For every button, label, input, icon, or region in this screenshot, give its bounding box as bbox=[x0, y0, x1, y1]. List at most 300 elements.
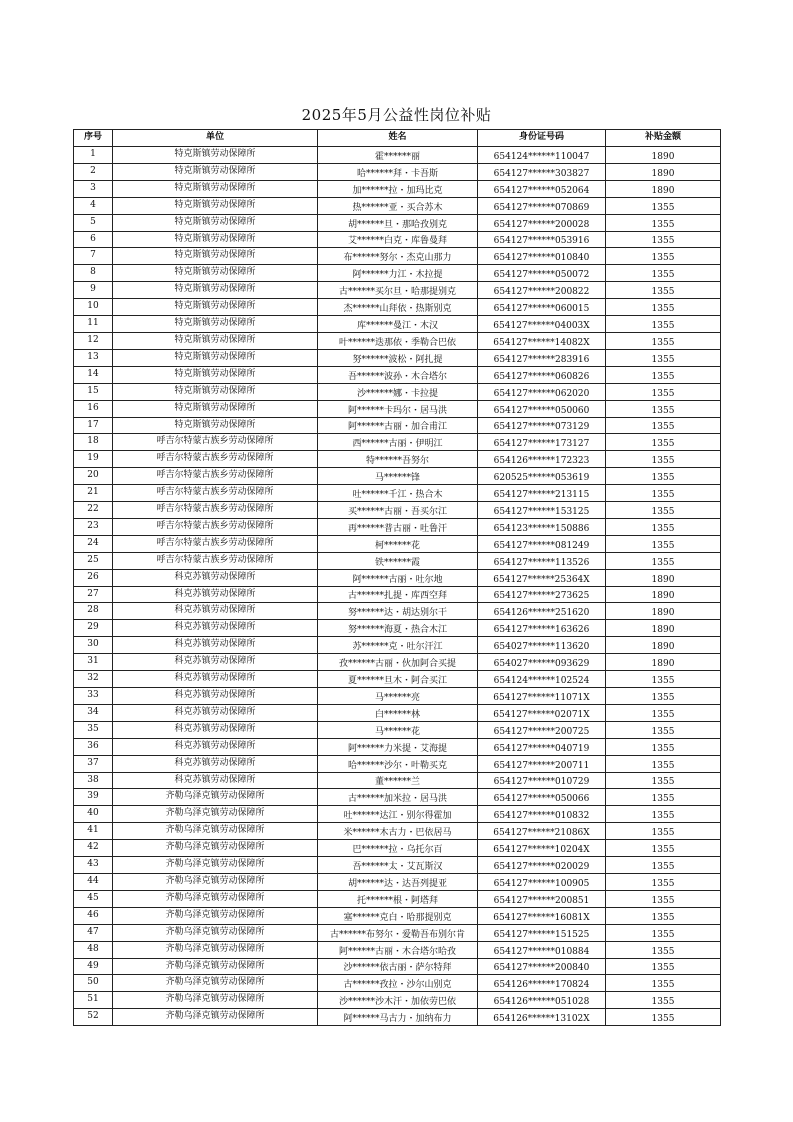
row-id-number: 654127******273625 bbox=[478, 586, 606, 603]
row-name: 古******布努尔・爱勒吾布别尔肯 bbox=[318, 924, 478, 941]
row-amount: 1355 bbox=[606, 873, 721, 890]
row-id-number: 654127******200851 bbox=[478, 890, 606, 907]
row-name: 哈******沙尔・叶勒买克 bbox=[318, 755, 478, 772]
table-row bbox=[74, 502, 721, 519]
row-index: 11 bbox=[74, 316, 113, 333]
table-row bbox=[74, 485, 721, 502]
row-id-number: 654127******040719 bbox=[478, 738, 606, 755]
row-name: 马******锋 bbox=[318, 468, 478, 485]
row-index: 6 bbox=[74, 231, 113, 248]
row-index: 40 bbox=[74, 806, 113, 823]
row-amount: 1355 bbox=[606, 332, 721, 349]
row-unit: 科克苏镇劳动保障所 bbox=[113, 654, 318, 671]
table-row bbox=[74, 924, 721, 941]
row-unit: 齐勒乌泽克镇劳动保障所 bbox=[113, 924, 318, 941]
row-name: 杰******山拜依・热斯别克 bbox=[318, 299, 478, 316]
table-row bbox=[74, 147, 721, 164]
table-row bbox=[74, 299, 721, 316]
row-name: 加******拉・加玛比克 bbox=[318, 180, 478, 197]
row-amount: 1355 bbox=[606, 366, 721, 383]
table-row bbox=[74, 992, 721, 1009]
row-amount: 1355 bbox=[606, 552, 721, 569]
row-index: 7 bbox=[74, 248, 113, 265]
row-id-number: 654126******251620 bbox=[478, 603, 606, 620]
row-unit: 齐勒乌泽克镇劳动保障所 bbox=[113, 840, 318, 857]
row-unit: 特克斯镇劳动保障所 bbox=[113, 231, 318, 248]
row-unit: 科克苏镇劳动保障所 bbox=[113, 688, 318, 705]
row-id-number: 654127******200840 bbox=[478, 958, 606, 975]
row-unit: 科克苏镇劳动保障所 bbox=[113, 772, 318, 789]
header-unit: 单位 bbox=[113, 130, 318, 147]
row-amount: 1355 bbox=[606, 958, 721, 975]
table-row bbox=[74, 772, 721, 789]
row-name: 阿******卡玛尔・居马洪 bbox=[318, 400, 478, 417]
table-row bbox=[74, 688, 721, 705]
row-name: 古******孜拉・沙尔山别克 bbox=[318, 975, 478, 992]
row-name: 吾******波孙・木合塔尔 bbox=[318, 366, 478, 383]
row-index: 12 bbox=[74, 332, 113, 349]
table-row bbox=[74, 586, 721, 603]
row-unit: 呼吉尔特蒙古族乡劳动保障所 bbox=[113, 518, 318, 535]
row-name: 米******木古力・巴依居马 bbox=[318, 823, 478, 840]
row-unit: 科克苏镇劳动保障所 bbox=[113, 755, 318, 772]
row-id-number: 654127******25364X bbox=[478, 569, 606, 586]
row-id-number: 654127******10204X bbox=[478, 840, 606, 857]
row-name: 阿******古丽・木合塔尔哈孜 bbox=[318, 941, 478, 958]
row-amount: 1355 bbox=[606, 468, 721, 485]
row-amount: 1355 bbox=[606, 485, 721, 502]
row-id-number: 654127******11071X bbox=[478, 688, 606, 705]
row-name: 古******扎提・库西空拜 bbox=[318, 586, 478, 603]
row-name: 古******买尔旦・哈那提别克 bbox=[318, 282, 478, 299]
row-name: 吐******千江・热合木 bbox=[318, 485, 478, 502]
row-index: 15 bbox=[74, 383, 113, 400]
table-row bbox=[74, 569, 721, 586]
row-amount: 1355 bbox=[606, 823, 721, 840]
row-id-number: 654127******062020 bbox=[478, 383, 606, 400]
row-id-number: 654127******200822 bbox=[478, 282, 606, 299]
row-id-number: 654127******173127 bbox=[478, 434, 606, 451]
table-row bbox=[74, 282, 721, 299]
row-amount: 1355 bbox=[606, 806, 721, 823]
table-row bbox=[74, 958, 721, 975]
row-index: 26 bbox=[74, 569, 113, 586]
row-index: 31 bbox=[74, 654, 113, 671]
row-id-number: 654127******213115 bbox=[478, 485, 606, 502]
row-id-number: 654027******113620 bbox=[478, 637, 606, 654]
row-name: 买******古丽・吾买尔江 bbox=[318, 502, 478, 519]
table-row bbox=[74, 349, 721, 366]
row-index: 33 bbox=[74, 688, 113, 705]
row-name: 铁******霞 bbox=[318, 552, 478, 569]
row-amount: 1355 bbox=[606, 890, 721, 907]
row-amount: 1355 bbox=[606, 688, 721, 705]
table-row bbox=[74, 603, 721, 620]
row-id-number: 654127******050066 bbox=[478, 789, 606, 806]
row-unit: 齐勒乌泽克镇劳动保障所 bbox=[113, 890, 318, 907]
row-index: 16 bbox=[74, 400, 113, 417]
row-id-number: 654127******113526 bbox=[478, 552, 606, 569]
row-amount: 1355 bbox=[606, 721, 721, 738]
row-unit: 齐勒乌泽克镇劳动保障所 bbox=[113, 992, 318, 1009]
table-row bbox=[74, 552, 721, 569]
row-name: 托******根・阿塔拜 bbox=[318, 890, 478, 907]
row-id-number: 654127******050060 bbox=[478, 400, 606, 417]
table-row bbox=[74, 231, 721, 248]
row-amount: 1355 bbox=[606, 975, 721, 992]
row-unit: 特克斯镇劳动保障所 bbox=[113, 163, 318, 180]
row-index: 47 bbox=[74, 924, 113, 941]
row-index: 28 bbox=[74, 603, 113, 620]
row-name: 巴******拉・乌托尔百 bbox=[318, 840, 478, 857]
row-id-number: 654127******163626 bbox=[478, 620, 606, 637]
row-name: 马******亮 bbox=[318, 688, 478, 705]
row-name: 阿******力江・木拉提 bbox=[318, 265, 478, 282]
row-unit: 特克斯镇劳动保障所 bbox=[113, 248, 318, 265]
table-row bbox=[74, 417, 721, 434]
row-unit: 呼吉尔特蒙古族乡劳动保障所 bbox=[113, 535, 318, 552]
row-name: 董******兰 bbox=[318, 772, 478, 789]
row-name: 再******普古丽・吐鲁汗 bbox=[318, 518, 478, 535]
table-row bbox=[74, 400, 721, 417]
table-row bbox=[74, 434, 721, 451]
table-row bbox=[74, 738, 721, 755]
row-index: 41 bbox=[74, 823, 113, 840]
table-row bbox=[74, 451, 721, 468]
row-unit: 特克斯镇劳动保障所 bbox=[113, 417, 318, 434]
row-amount: 1355 bbox=[606, 434, 721, 451]
row-unit: 特克斯镇劳动保障所 bbox=[113, 214, 318, 231]
row-id-number: 654127******14082X bbox=[478, 332, 606, 349]
row-id-number: 654123******150886 bbox=[478, 518, 606, 535]
row-name: 塞******克白・哈那提别克 bbox=[318, 907, 478, 924]
row-index: 42 bbox=[74, 840, 113, 857]
table-row bbox=[74, 637, 721, 654]
row-id-number: 620525******053619 bbox=[478, 468, 606, 485]
row-amount: 1355 bbox=[606, 857, 721, 874]
row-index: 35 bbox=[74, 721, 113, 738]
table-row bbox=[74, 214, 721, 231]
table-row bbox=[74, 654, 721, 671]
row-unit: 科克苏镇劳动保障所 bbox=[113, 620, 318, 637]
row-amount: 1355 bbox=[606, 840, 721, 857]
row-unit: 齐勒乌泽克镇劳动保障所 bbox=[113, 857, 318, 874]
table-header-row bbox=[74, 130, 721, 147]
row-amount: 1355 bbox=[606, 704, 721, 721]
row-unit: 齐勒乌泽克镇劳动保障所 bbox=[113, 823, 318, 840]
row-unit: 特克斯镇劳动保障所 bbox=[113, 332, 318, 349]
row-name: 胡******旦・那哈孜别克 bbox=[318, 214, 478, 231]
row-unit: 特克斯镇劳动保障所 bbox=[113, 265, 318, 282]
row-id-number: 654127******070869 bbox=[478, 197, 606, 214]
row-amount: 1890 bbox=[606, 620, 721, 637]
row-index: 1 bbox=[74, 147, 113, 164]
row-index: 32 bbox=[74, 671, 113, 688]
row-amount: 1890 bbox=[606, 180, 721, 197]
row-name: 库******曼江・木汉 bbox=[318, 316, 478, 333]
row-index: 5 bbox=[74, 214, 113, 231]
row-amount: 1355 bbox=[606, 214, 721, 231]
row-unit: 齐勒乌泽克镇劳动保障所 bbox=[113, 907, 318, 924]
row-name: 沙******沙木汗・加依劳巴依 bbox=[318, 992, 478, 1009]
row-name: 西******古丽・伊明江 bbox=[318, 434, 478, 451]
row-name: 吾******太・艾瓦斯汉 bbox=[318, 857, 478, 874]
row-index: 46 bbox=[74, 907, 113, 924]
table-row bbox=[74, 857, 721, 874]
table-row bbox=[74, 823, 721, 840]
row-index: 29 bbox=[74, 620, 113, 637]
row-unit: 齐勒乌泽克镇劳动保障所 bbox=[113, 975, 318, 992]
row-id-number: 654127******151525 bbox=[478, 924, 606, 941]
row-unit: 特克斯镇劳动保障所 bbox=[113, 299, 318, 316]
row-amount: 1355 bbox=[606, 282, 721, 299]
row-name: 夏******旦木・阿合买江 bbox=[318, 671, 478, 688]
table-row bbox=[74, 704, 721, 721]
row-amount: 1355 bbox=[606, 755, 721, 772]
row-name: 努******达・胡达别尔干 bbox=[318, 603, 478, 620]
table-row bbox=[74, 197, 721, 214]
row-unit: 呼吉尔特蒙古族乡劳动保障所 bbox=[113, 451, 318, 468]
row-index: 13 bbox=[74, 349, 113, 366]
row-unit: 科克苏镇劳动保障所 bbox=[113, 569, 318, 586]
table-row bbox=[74, 248, 721, 265]
table-row bbox=[74, 941, 721, 958]
table-row bbox=[74, 890, 721, 907]
row-unit: 科克苏镇劳动保障所 bbox=[113, 671, 318, 688]
row-index: 51 bbox=[74, 992, 113, 1009]
row-amount: 1355 bbox=[606, 502, 721, 519]
row-id-number: 654127******060015 bbox=[478, 299, 606, 316]
row-unit: 特克斯镇劳动保障所 bbox=[113, 366, 318, 383]
row-unit: 呼吉尔特蒙古族乡劳动保障所 bbox=[113, 552, 318, 569]
row-index: 22 bbox=[74, 502, 113, 519]
table-row bbox=[74, 755, 721, 772]
row-name: 叶******迭那依・季勒合巴依 bbox=[318, 332, 478, 349]
row-unit: 特克斯镇劳动保障所 bbox=[113, 147, 318, 164]
table-row bbox=[74, 383, 721, 400]
row-id-number: 654127******04003X bbox=[478, 316, 606, 333]
row-amount: 1355 bbox=[606, 738, 721, 755]
row-amount: 1355 bbox=[606, 535, 721, 552]
row-name: 苏******克・吐尔汗江 bbox=[318, 637, 478, 654]
row-unit: 特克斯镇劳动保障所 bbox=[113, 400, 318, 417]
header-name: 姓名 bbox=[318, 130, 478, 147]
row-amount: 1890 bbox=[606, 603, 721, 620]
row-unit: 科克苏镇劳动保障所 bbox=[113, 704, 318, 721]
row-index: 9 bbox=[74, 282, 113, 299]
row-name: 艾******白克・库鲁曼拜 bbox=[318, 231, 478, 248]
row-amount: 1355 bbox=[606, 197, 721, 214]
row-amount: 1355 bbox=[606, 518, 721, 535]
row-unit: 特克斯镇劳动保障所 bbox=[113, 349, 318, 366]
row-index: 14 bbox=[74, 366, 113, 383]
row-name: 特******吾努尔 bbox=[318, 451, 478, 468]
row-amount: 1355 bbox=[606, 1009, 721, 1026]
row-index: 8 bbox=[74, 265, 113, 282]
row-index: 2 bbox=[74, 163, 113, 180]
row-id-number: 654127******200028 bbox=[478, 214, 606, 231]
table-row bbox=[74, 332, 721, 349]
table-row bbox=[74, 806, 721, 823]
row-index: 44 bbox=[74, 873, 113, 890]
row-unit: 科克苏镇劳动保障所 bbox=[113, 637, 318, 654]
row-unit: 科克苏镇劳动保障所 bbox=[113, 603, 318, 620]
row-id-number: 654127******100905 bbox=[478, 873, 606, 890]
row-id-number: 654127******200711 bbox=[478, 755, 606, 772]
table-row bbox=[74, 316, 721, 333]
document-title: 2025年5月公益性岗位补贴 bbox=[301, 106, 492, 124]
row-amount: 1355 bbox=[606, 383, 721, 400]
row-amount: 1890 bbox=[606, 569, 721, 586]
row-index: 39 bbox=[74, 789, 113, 806]
row-index: 52 bbox=[74, 1009, 113, 1026]
table-row bbox=[74, 721, 721, 738]
row-name: 胡******达・达吾列提亚 bbox=[318, 873, 478, 890]
row-amount: 1890 bbox=[606, 147, 721, 164]
row-name: 布******努尔・杰克山那力 bbox=[318, 248, 478, 265]
row-id-number: 654127******050072 bbox=[478, 265, 606, 282]
row-unit: 呼吉尔特蒙古族乡劳动保障所 bbox=[113, 502, 318, 519]
row-id-number: 654027******093629 bbox=[478, 654, 606, 671]
table-row bbox=[74, 518, 721, 535]
row-unit: 特克斯镇劳动保障所 bbox=[113, 180, 318, 197]
row-name: 哈******拜・卡吾斯 bbox=[318, 163, 478, 180]
header-id-number: 身份证号码 bbox=[478, 130, 606, 147]
row-name: 沙******娜・卡拉提 bbox=[318, 383, 478, 400]
row-amount: 1355 bbox=[606, 924, 721, 941]
subsidy-table bbox=[73, 129, 721, 1026]
table-row bbox=[74, 535, 721, 552]
row-id-number: 654126******172323 bbox=[478, 451, 606, 468]
row-name: 柯******花 bbox=[318, 535, 478, 552]
header-index: 序号 bbox=[74, 130, 113, 147]
row-amount: 1355 bbox=[606, 451, 721, 468]
row-index: 19 bbox=[74, 451, 113, 468]
row-id-number: 654127******21086X bbox=[478, 823, 606, 840]
row-amount: 1355 bbox=[606, 248, 721, 265]
row-amount: 1355 bbox=[606, 265, 721, 282]
row-amount: 1355 bbox=[606, 400, 721, 417]
row-name: 古******加米拉・居马洪 bbox=[318, 789, 478, 806]
row-index: 34 bbox=[74, 704, 113, 721]
row-name: 努******波松・阿扎提 bbox=[318, 349, 478, 366]
row-unit: 齐勒乌泽克镇劳动保障所 bbox=[113, 1009, 318, 1026]
row-id-number: 654127******010884 bbox=[478, 941, 606, 958]
row-name: 霍******丽 bbox=[318, 147, 478, 164]
row-name: 马******花 bbox=[318, 721, 478, 738]
row-index: 10 bbox=[74, 299, 113, 316]
row-index: 50 bbox=[74, 975, 113, 992]
row-id-number: 654127******02071X bbox=[478, 704, 606, 721]
table-row bbox=[74, 907, 721, 924]
row-id-number: 654127******052064 bbox=[478, 180, 606, 197]
row-name: 阿******马古力・加纳布力 bbox=[318, 1009, 478, 1026]
row-id-number: 654127******053916 bbox=[478, 231, 606, 248]
row-name: 白******林 bbox=[318, 704, 478, 721]
row-unit: 科克苏镇劳动保障所 bbox=[113, 738, 318, 755]
row-id-number: 654127******283916 bbox=[478, 349, 606, 366]
table-row bbox=[74, 873, 721, 890]
row-id-number: 654127******020029 bbox=[478, 857, 606, 874]
row-index: 17 bbox=[74, 417, 113, 434]
row-index: 43 bbox=[74, 857, 113, 874]
row-index: 25 bbox=[74, 552, 113, 569]
row-name: 阿******力米提・艾海提 bbox=[318, 738, 478, 755]
table-row bbox=[74, 975, 721, 992]
table-row bbox=[74, 789, 721, 806]
row-index: 21 bbox=[74, 485, 113, 502]
row-id-number: 654127******010832 bbox=[478, 806, 606, 823]
row-name: 阿******古丽・吐尔地 bbox=[318, 569, 478, 586]
table-row bbox=[74, 265, 721, 282]
table-row bbox=[74, 468, 721, 485]
row-index: 38 bbox=[74, 772, 113, 789]
row-index: 23 bbox=[74, 518, 113, 535]
row-amount: 1890 bbox=[606, 637, 721, 654]
row-unit: 科克苏镇劳动保障所 bbox=[113, 721, 318, 738]
row-amount: 1355 bbox=[606, 671, 721, 688]
row-amount: 1890 bbox=[606, 163, 721, 180]
row-id-number: 654124******110047 bbox=[478, 147, 606, 164]
row-id-number: 654127******200725 bbox=[478, 721, 606, 738]
row-amount: 1355 bbox=[606, 992, 721, 1009]
row-unit: 齐勒乌泽克镇劳动保障所 bbox=[113, 806, 318, 823]
row-amount: 1355 bbox=[606, 907, 721, 924]
row-unit: 呼吉尔特蒙古族乡劳动保障所 bbox=[113, 468, 318, 485]
row-id-number: 654127******060826 bbox=[478, 366, 606, 383]
row-unit: 齐勒乌泽克镇劳动保障所 bbox=[113, 958, 318, 975]
row-unit: 特克斯镇劳动保障所 bbox=[113, 316, 318, 333]
table-row bbox=[74, 1009, 721, 1026]
row-id-number: 654124******102524 bbox=[478, 671, 606, 688]
row-index: 37 bbox=[74, 755, 113, 772]
header-amount: 补贴金额 bbox=[606, 130, 721, 147]
table-row bbox=[74, 163, 721, 180]
row-index: 3 bbox=[74, 180, 113, 197]
row-amount: 1355 bbox=[606, 299, 721, 316]
row-id-number: 654126******051028 bbox=[478, 992, 606, 1009]
row-name: 吐******达江・别尔得霍加 bbox=[318, 806, 478, 823]
row-amount: 1890 bbox=[606, 586, 721, 603]
table-row bbox=[74, 840, 721, 857]
row-index: 20 bbox=[74, 468, 113, 485]
row-name: 努******海夏・热合木江 bbox=[318, 620, 478, 637]
row-amount: 1355 bbox=[606, 789, 721, 806]
row-index: 24 bbox=[74, 535, 113, 552]
row-amount: 1890 bbox=[606, 654, 721, 671]
table-row bbox=[74, 366, 721, 383]
row-index: 4 bbox=[74, 197, 113, 214]
row-id-number: 654127******073129 bbox=[478, 417, 606, 434]
row-index: 30 bbox=[74, 637, 113, 654]
row-name: 孜******古丽・伙加阿合买提 bbox=[318, 654, 478, 671]
row-name: 热******亚・买合苏木 bbox=[318, 197, 478, 214]
row-amount: 1355 bbox=[606, 417, 721, 434]
row-name: 沙******依古丽・萨尔特拜 bbox=[318, 958, 478, 975]
row-amount: 1355 bbox=[606, 316, 721, 333]
row-id-number: 654127******081249 bbox=[478, 535, 606, 552]
row-index: 49 bbox=[74, 958, 113, 975]
table-row bbox=[74, 180, 721, 197]
row-amount: 1355 bbox=[606, 349, 721, 366]
row-index: 18 bbox=[74, 434, 113, 451]
row-index: 48 bbox=[74, 941, 113, 958]
row-id-number: 654127******153125 bbox=[478, 502, 606, 519]
row-name: 阿******古丽・加合甫江 bbox=[318, 417, 478, 434]
row-index: 27 bbox=[74, 586, 113, 603]
table-body bbox=[74, 147, 721, 1026]
row-id-number: 654127******16081X bbox=[478, 907, 606, 924]
